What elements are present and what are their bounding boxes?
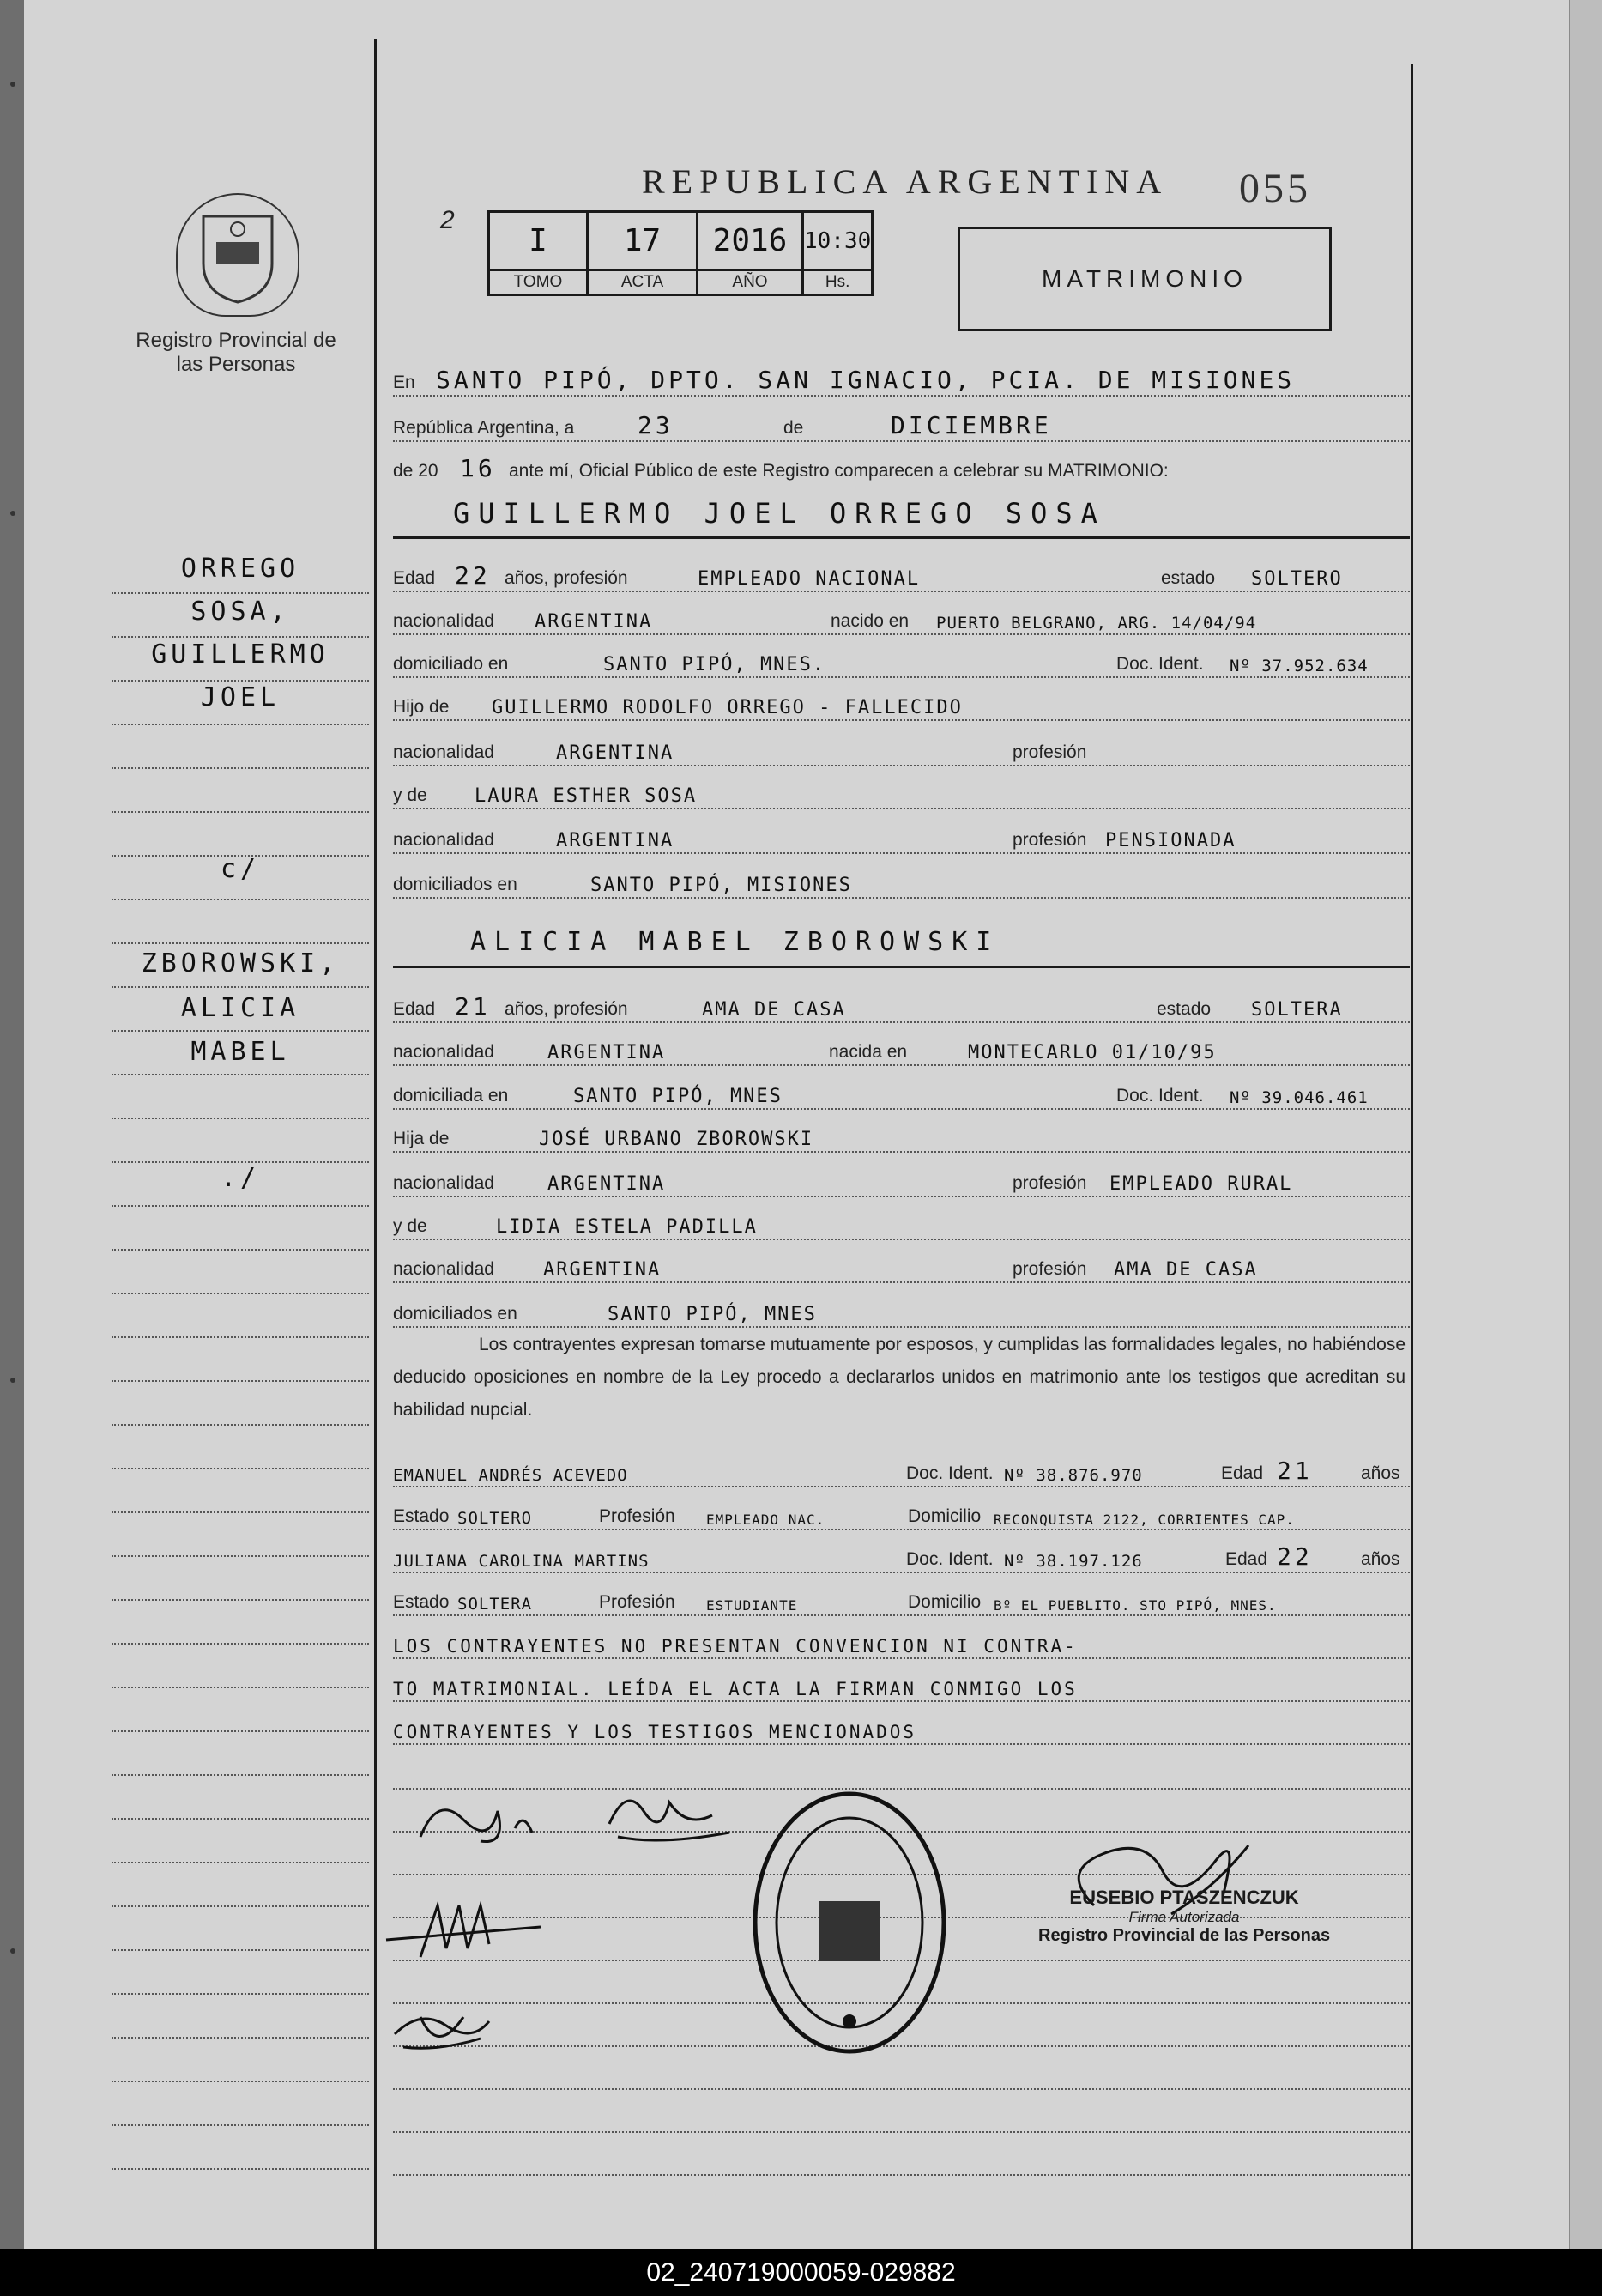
document-type-box: MATRIMONIO <box>958 227 1332 331</box>
label-year: de 20 <box>393 461 438 481</box>
label-nacionalidad: nacionalidad <box>393 611 494 631</box>
sidebar-rule <box>112 1818 369 1820</box>
sidebar-rule <box>112 2037 369 2039</box>
groom-father-nationality: ARGENTINA <box>556 742 674 764</box>
groom-age: 22 <box>455 561 491 590</box>
label-en: En <box>393 373 415 392</box>
groom-age-row <box>393 549 1410 592</box>
label-estado: estado <box>1161 568 1216 588</box>
binding-hole <box>10 82 15 87</box>
bride-nationality: ARGENTINA <box>547 1042 666 1063</box>
tomo-label: TOMO <box>489 270 588 295</box>
witness2-domicile: Bº EL PUEBLITO. STO PIPÓ, MNES. <box>994 1597 1277 1614</box>
sidebar-groom-line: SOSA, <box>190 597 290 627</box>
sidebar-rule <box>112 1336 369 1338</box>
label-domicilio: Domicilio <box>908 1592 982 1612</box>
label-profesion: profesión <box>1013 1173 1087 1193</box>
binding-hole <box>10 1948 15 1954</box>
sidebar-rule <box>112 1949 369 1951</box>
year-row <box>393 442 1410 485</box>
section-divider <box>393 536 1410 539</box>
acta-label: ACTA <box>588 270 698 295</box>
sidebar-rule <box>112 1205 369 1207</box>
label-hijo: Hijo de <box>393 697 450 717</box>
hand-mark: 2 <box>440 206 455 234</box>
label-doc: Doc. Ident. <box>906 1549 994 1569</box>
section-divider <box>393 966 1410 968</box>
groom-mother-row <box>393 766 1410 809</box>
folio-number: 055 <box>1239 166 1311 211</box>
groom-nationality: ARGENTINA <box>535 611 653 633</box>
signature-witness1 <box>378 1888 549 1966</box>
label-profesion: años, profesión <box>505 999 628 1019</box>
sidebar-rule <box>112 1862 369 1863</box>
label-edad: Edad <box>1221 1463 1264 1483</box>
witness1-name: EMANUEL ANDRÉS ACEVEDO <box>393 1466 628 1485</box>
note-row <box>393 1702 1410 1745</box>
witness1-row <box>393 1445 1410 1487</box>
label-domicilio: Domicilio <box>908 1506 982 1526</box>
label-domiciliados: domiciliados en <box>393 875 517 894</box>
note-line: LOS CONTRAYENTES NO PRESENTAN CONVENCION NI CONTRA- <box>393 1636 1078 1657</box>
acta-table <box>487 210 874 296</box>
declaration-text: Los contrayentes expresan tomarse mutuamente por esposos, y cumplidas las formalidades legales, no habiéndose deducido oposiciones en nombre de la Ley procedo a declararlos unidos en matrimonio ante los testigos que acreditan su habilidad nupcial. <box>393 1335 1406 1420</box>
sidebar-rule <box>112 1599 369 1601</box>
label-hija: Hija de <box>393 1129 450 1148</box>
officer-name: EUSEBIO PTASZENCZUK <box>1069 1887 1299 1908</box>
groom-name-row <box>393 489 1410 532</box>
bride-age-row <box>393 980 1410 1023</box>
sidebar-rule <box>112 1293 369 1294</box>
margin-line-left <box>374 39 377 2249</box>
label-doc: Doc. Ident. <box>1116 654 1204 674</box>
groom-father: GUILLERMO RODOLFO ORREGO - FALLECIDO <box>492 697 963 718</box>
groom-mother-profession: PENSIONADA <box>1105 830 1236 851</box>
sidebar-rule <box>112 1993 369 1995</box>
groom-nat-row <box>393 592 1410 635</box>
bride-domicile: SANTO PIPÓ, MNES <box>573 1086 783 1107</box>
witness2-detail-row <box>393 1573 1410 1616</box>
sidebar-rule <box>112 986 369 988</box>
groom-mother: LAURA ESTHER SOSA <box>475 785 698 807</box>
label-nacido: nacido en <box>831 611 910 631</box>
officer-stamp <box>1038 1887 1330 1946</box>
bride-mother-nat-row <box>393 1240 1410 1283</box>
sidebar-rule <box>112 1468 369 1469</box>
witness2-name: JULIANA CAROLINA MARTINS <box>393 1552 650 1571</box>
note-line: TO MATRIMONIAL. LEÍDA EL ACTA LA FIRMAN CONMIGO LOS <box>393 1679 1078 1699</box>
label-profesion: profesión <box>1013 830 1087 850</box>
sidebar-rule <box>112 767 369 769</box>
ano-value: 2016 <box>698 212 803 270</box>
province-emblem <box>176 193 299 317</box>
sidebar-rule <box>112 1730 369 1732</box>
bride-mother-row <box>393 1197 1410 1240</box>
label-anos: años <box>1361 1463 1400 1483</box>
sidebar-rule <box>112 1074 369 1075</box>
groom-doc: Nº 37.952.634 <box>1230 657 1369 675</box>
bride-birthplace: MONTECARLO 01/10/95 <box>968 1042 1217 1063</box>
bride-parents-dom-row <box>393 1285 1410 1328</box>
label-profesion: años, profesión <box>505 568 628 588</box>
groom-dom-row <box>393 635 1410 678</box>
label-profesion: profesión <box>1013 742 1087 762</box>
label-domiciliado: domiciliado en <box>393 654 509 674</box>
groom-mother-nat-row <box>393 811 1410 854</box>
groom-birthplace: PUERTO BELGRANO, ARG. 14/04/94 <box>936 614 1257 633</box>
bride-profession: AMA DE CASA <box>702 999 846 1021</box>
note-line: CONTRAYENTES Y LOS TESTIGOS MENCIONADOS <box>393 1722 917 1742</box>
sidebar-groom-line: GUILLERMO <box>151 639 329 669</box>
witness1-doc: Nº 38.876.970 <box>1004 1466 1143 1485</box>
groom-parents-dom-row <box>393 856 1410 899</box>
label-de: de <box>783 418 804 438</box>
groom-father-row <box>393 678 1410 721</box>
sidebar-rule <box>112 636 369 638</box>
hs-label: Hs. <box>803 270 873 295</box>
officer-role: Firma Autorizada <box>1128 1909 1240 1925</box>
bride-father-nationality: ARGENTINA <box>547 1173 666 1195</box>
bride-father-profession: EMPLEADO RURAL <box>1109 1173 1293 1195</box>
bride-name: ALICIA MABEL ZBOROWSKI <box>470 927 1000 957</box>
sidebar-rule <box>112 1555 369 1557</box>
label-profesion: Profesión <box>599 1506 675 1526</box>
page-edge <box>1569 0 1602 2249</box>
scan-id-footer: 02_240719000059-029882 <box>0 2249 1602 2296</box>
bride-mother-nationality: ARGENTINA <box>543 1259 662 1281</box>
witness2-status: SOLTERA <box>457 1595 533 1614</box>
sidebar-rule <box>112 942 369 944</box>
sidebar-rule <box>112 2168 369 2170</box>
groom-status: SOLTERO <box>1251 568 1343 590</box>
label-estado: Estado <box>393 1506 450 1526</box>
label-doc: Doc. Ident. <box>1116 1086 1204 1106</box>
sidebar-rule <box>112 592 369 594</box>
bride-name-row <box>393 917 1410 960</box>
registry-label: Registro Provincial de las Personas <box>136 329 336 376</box>
groom-father-nat-row <box>393 724 1410 766</box>
sidebar-rule <box>112 1687 369 1688</box>
officer-org: Registro Provincial de las Personas <box>1038 1926 1331 1945</box>
witness1-profession: EMPLEADO NAC. <box>706 1511 825 1528</box>
country-title: REPUBLICA ARGENTINA <box>642 162 1169 201</box>
sidebar-rule <box>112 1424 369 1426</box>
witness2-row <box>393 1530 1410 1573</box>
witness1-detail-row <box>393 1487 1410 1530</box>
sidebar-rule <box>112 1249 369 1251</box>
sidebar-rule <box>112 1118 369 1119</box>
label-doc: Doc. Ident. <box>906 1463 994 1483</box>
groom-profession: EMPLEADO NACIONAL <box>698 568 921 590</box>
bride-age: 21 <box>455 992 491 1021</box>
sidebar-rule <box>112 811 369 813</box>
label-nacionalidad: nacionalidad <box>393 1173 494 1193</box>
groom-mother-nationality: ARGENTINA <box>556 830 674 851</box>
place-value: SANTO PIPÓ, DPTO. SAN IGNACIO, PCIA. DE MISIONES <box>436 366 1296 394</box>
bride-dom-row <box>393 1067 1410 1110</box>
hs-value: 10:30 <box>803 212 873 270</box>
note-row <box>393 1616 1410 1659</box>
sidebar-mark: ./ <box>220 1163 261 1193</box>
bride-father-nat-row <box>393 1154 1410 1197</box>
acta-value: 17 <box>588 212 698 270</box>
sidebar-rule <box>112 1511 369 1513</box>
margin-line-right <box>1411 64 1413 2249</box>
label-edad: Edad <box>1225 1549 1268 1569</box>
date-row <box>393 399 1410 442</box>
sidebar-connector: c/ <box>220 854 261 884</box>
sidebar-rule <box>112 2124 369 2126</box>
sidebar-rule <box>112 1030 369 1032</box>
bride-doc: Nº 39.046.461 <box>1230 1088 1369 1107</box>
sidebar-rule <box>112 724 369 725</box>
sidebar-rule <box>112 1905 369 1907</box>
year-value: 16 <box>460 454 496 482</box>
blank-rule <box>393 2174 1410 2176</box>
bride-father-row <box>393 1110 1410 1153</box>
sidebar-bride-line: ZBOROWSKI, <box>141 948 340 978</box>
bride-mother: LIDIA ESTELA PADILLA <box>496 1216 758 1238</box>
sidebar-rule <box>112 899 369 900</box>
ano-label: AÑO <box>698 270 803 295</box>
groom-name: GUILLERMO JOEL ORREGO SOSA <box>453 497 1106 530</box>
signature-groom <box>403 1777 738 1863</box>
day-value: 23 <box>638 411 674 439</box>
signature-witness2 <box>386 2000 506 2069</box>
label-domiciliados: domiciliados en <box>393 1304 517 1324</box>
witness2-profession: ESTUDIANTE <box>706 1597 798 1614</box>
bride-mother-profession: AMA DE CASA <box>1114 1259 1258 1281</box>
label-nacionalidad: nacionalidad <box>393 742 494 762</box>
binding-hole <box>10 511 15 516</box>
witness1-status: SOLTERO <box>457 1509 533 1528</box>
label-estado: estado <box>1157 999 1212 1019</box>
label-nacionalidad: nacionalidad <box>393 830 494 850</box>
label-domiciliada: domiciliada en <box>393 1086 509 1106</box>
label-nacida: nacida en <box>829 1042 908 1062</box>
sidebar-rule <box>112 680 369 682</box>
label-ante: ante mí, Oficial Público de este Registro comparecen a celebrar su MATRIMONIO: <box>509 461 1169 481</box>
shield-emblem-icon <box>186 203 289 306</box>
blank-rule <box>393 2088 1410 2090</box>
sidebar-bride-line: MABEL <box>190 1037 290 1067</box>
label-edad: Edad <box>393 568 436 588</box>
bride-nat-row <box>393 1023 1410 1066</box>
sidebar-groom-line: ORREGO <box>180 554 300 584</box>
sidebar-groom-line: JOEL <box>200 682 281 712</box>
note-row <box>393 1659 1410 1702</box>
label-anos: años <box>1361 1549 1400 1569</box>
label-nacionalidad: nacionalidad <box>393 1259 494 1279</box>
label-estado: Estado <box>393 1592 450 1612</box>
bride-parents-domicile: SANTO PIPÓ, MNES <box>608 1304 817 1325</box>
tomo-value: I <box>489 212 588 270</box>
groom-parents-domicile: SANTO PIPÓ, MISIONES <box>590 875 852 896</box>
label-profesion: profesión <box>1013 1259 1087 1279</box>
label-edad: Edad <box>393 999 436 1019</box>
groom-domicile: SANTO PIPÓ, MNES. <box>603 654 826 675</box>
place-row <box>393 354 1410 397</box>
sidebar-rule <box>112 1643 369 1645</box>
official-seal-icon <box>747 1785 952 2060</box>
witness2-age: 22 <box>1277 1542 1313 1571</box>
bride-status: SOLTERA <box>1251 999 1343 1021</box>
blank-rule <box>393 2131 1410 2133</box>
sidebar-rule <box>112 1774 369 1776</box>
label-profesion: Profesión <box>599 1592 675 1612</box>
witness1-domicile: RECONQUISTA 2122, CORRIENTES CAP. <box>994 1511 1295 1528</box>
bride-father: JOSÉ URBANO ZBOROWSKI <box>539 1129 814 1150</box>
witness2-doc: Nº 38.197.126 <box>1004 1552 1143 1571</box>
label-yde: y de <box>393 1216 427 1236</box>
month-value: DICIEMBRE <box>891 411 1052 439</box>
sidebar-rule <box>112 2081 369 2082</box>
label-republica: República Argentina, a <box>393 418 575 438</box>
sidebar-rule <box>112 1380 369 1382</box>
label-yde: y de <box>393 785 427 805</box>
binding-hole <box>10 1378 15 1383</box>
label-nacionalidad: nacionalidad <box>393 1042 494 1062</box>
sidebar-bride-line: ALICIA <box>180 993 300 1023</box>
witness1-age: 21 <box>1277 1457 1313 1485</box>
